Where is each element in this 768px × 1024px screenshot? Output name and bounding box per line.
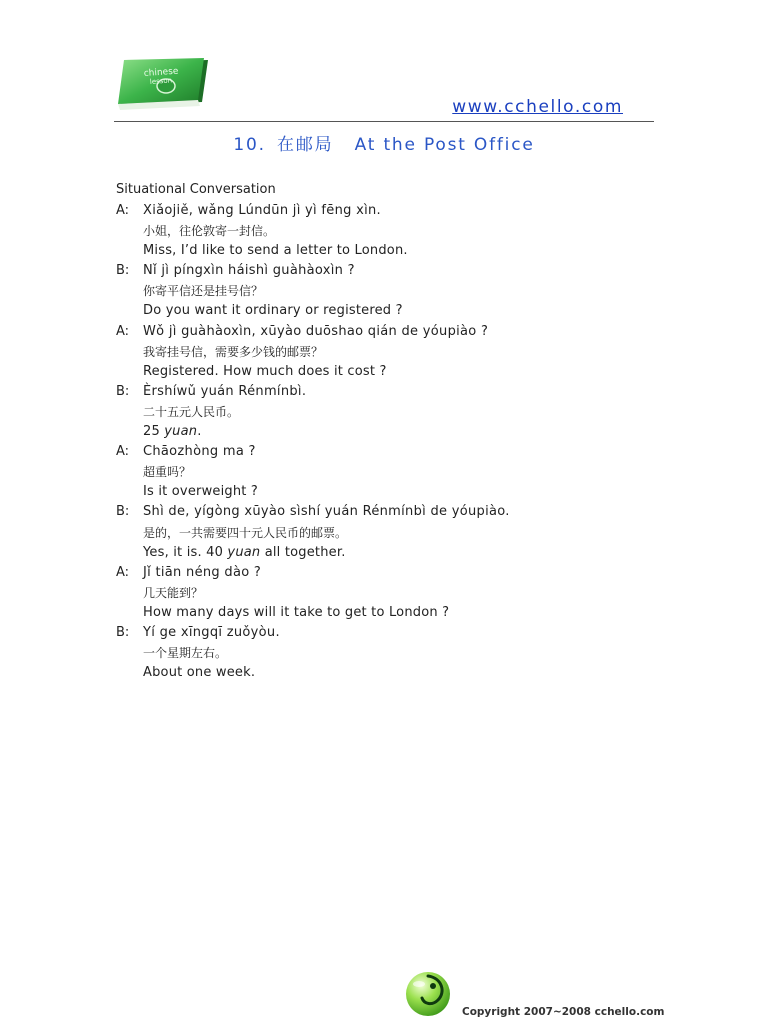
speaker-label: A: (116, 203, 130, 218)
english-line: How many days will it take to get to London ? (143, 604, 450, 620)
pinyin-line: Jǐ tiān néng dào ? (143, 564, 262, 580)
english-line: Yes, it is. 40 yuan all together. (143, 544, 346, 560)
lesson-title-english: At the Post Office (354, 135, 535, 155)
lesson-number: 10. (233, 135, 266, 155)
dialogue-turn (116, 502, 656, 562)
pinyin-line: Shì de, yígòng xūyào sìshí yuán Rénmínbì de yóupiào. (143, 504, 510, 520)
hanzi-line: 是的，一共需要四十元人民币的邮票。 (143, 525, 348, 540)
dialogue-turn (116, 261, 656, 321)
hanzi-line: 你寄平信还是挂号信？ (143, 284, 264, 299)
lesson-title-chinese: 在邮局 (277, 135, 334, 155)
svg-text:chinese: chinese (143, 66, 179, 79)
dialogue-turn (116, 322, 656, 382)
svg-text:lesson: lesson (149, 76, 173, 86)
copyright-notice: Copyright 2007~2008 cchello.com (462, 1006, 665, 1018)
speaker-label: B: (116, 504, 130, 520)
site-url-link[interactable]: www.cchello.com (452, 97, 623, 117)
chinese-lesson-book-logo (114, 56, 214, 112)
pinyin-line: Chāozhòng ma ? (143, 444, 256, 460)
speaker-label: A: (116, 444, 130, 460)
dialogue-turn (116, 382, 656, 442)
hanzi-line: 一个星期左右。 (143, 646, 228, 661)
pinyin-line: Wǒ jì guàhàoxìn, xūyào duōshao qián de yóupiào ? (143, 323, 489, 339)
speaker-label: B: (116, 624, 130, 640)
speaker-label: B: (116, 263, 130, 279)
pinyin-line: Nǐ jì píngxìn háishì guàhàoxìn ? (143, 263, 355, 279)
english-line: 25 yuan. (143, 424, 202, 440)
pinyin-line: Èrshíwǔ yuán Rénmínbì. (143, 383, 307, 399)
english-line: Miss, I’d like to send a letter to London. (143, 243, 408, 259)
dialogue-turn (116, 623, 656, 683)
english-line: Registered. How much does it cost ? (143, 363, 387, 379)
dialogue (116, 201, 656, 683)
pinyin-line: Yí ge xīngqī zuǒyòu. (143, 624, 280, 640)
section-heading: Situational Conversation (116, 182, 276, 197)
english-line: Is it overweight ? (143, 484, 259, 500)
english-line: Do you want it ordinary or registered ? (143, 303, 403, 319)
hanzi-line: 超重吗？ (143, 465, 192, 480)
cchello-ball-logo (402, 966, 454, 1018)
hanzi-line: 小姐，往伦敦寄一封信。 (143, 224, 276, 239)
hanzi-line: 二十五元人民币。 (143, 404, 240, 419)
speaker-label: A: (116, 564, 130, 580)
hanzi-line: 几天能到？ (143, 585, 204, 600)
header-divider (114, 121, 654, 122)
speaker-label: A: (116, 323, 130, 339)
dialogue-turn (116, 201, 656, 261)
lesson-title (0, 130, 768, 155)
english-line: About one week. (143, 665, 256, 681)
hanzi-line: 我寄挂号信，需要多少钱的邮票？ (143, 344, 324, 359)
dialogue-turn (116, 442, 656, 502)
dialogue-turn (116, 563, 656, 623)
speaker-label: B: (116, 383, 130, 399)
pinyin-line: Xiǎojiě, wǎng Lúndūn jì yì fēng xìn. (143, 203, 381, 218)
